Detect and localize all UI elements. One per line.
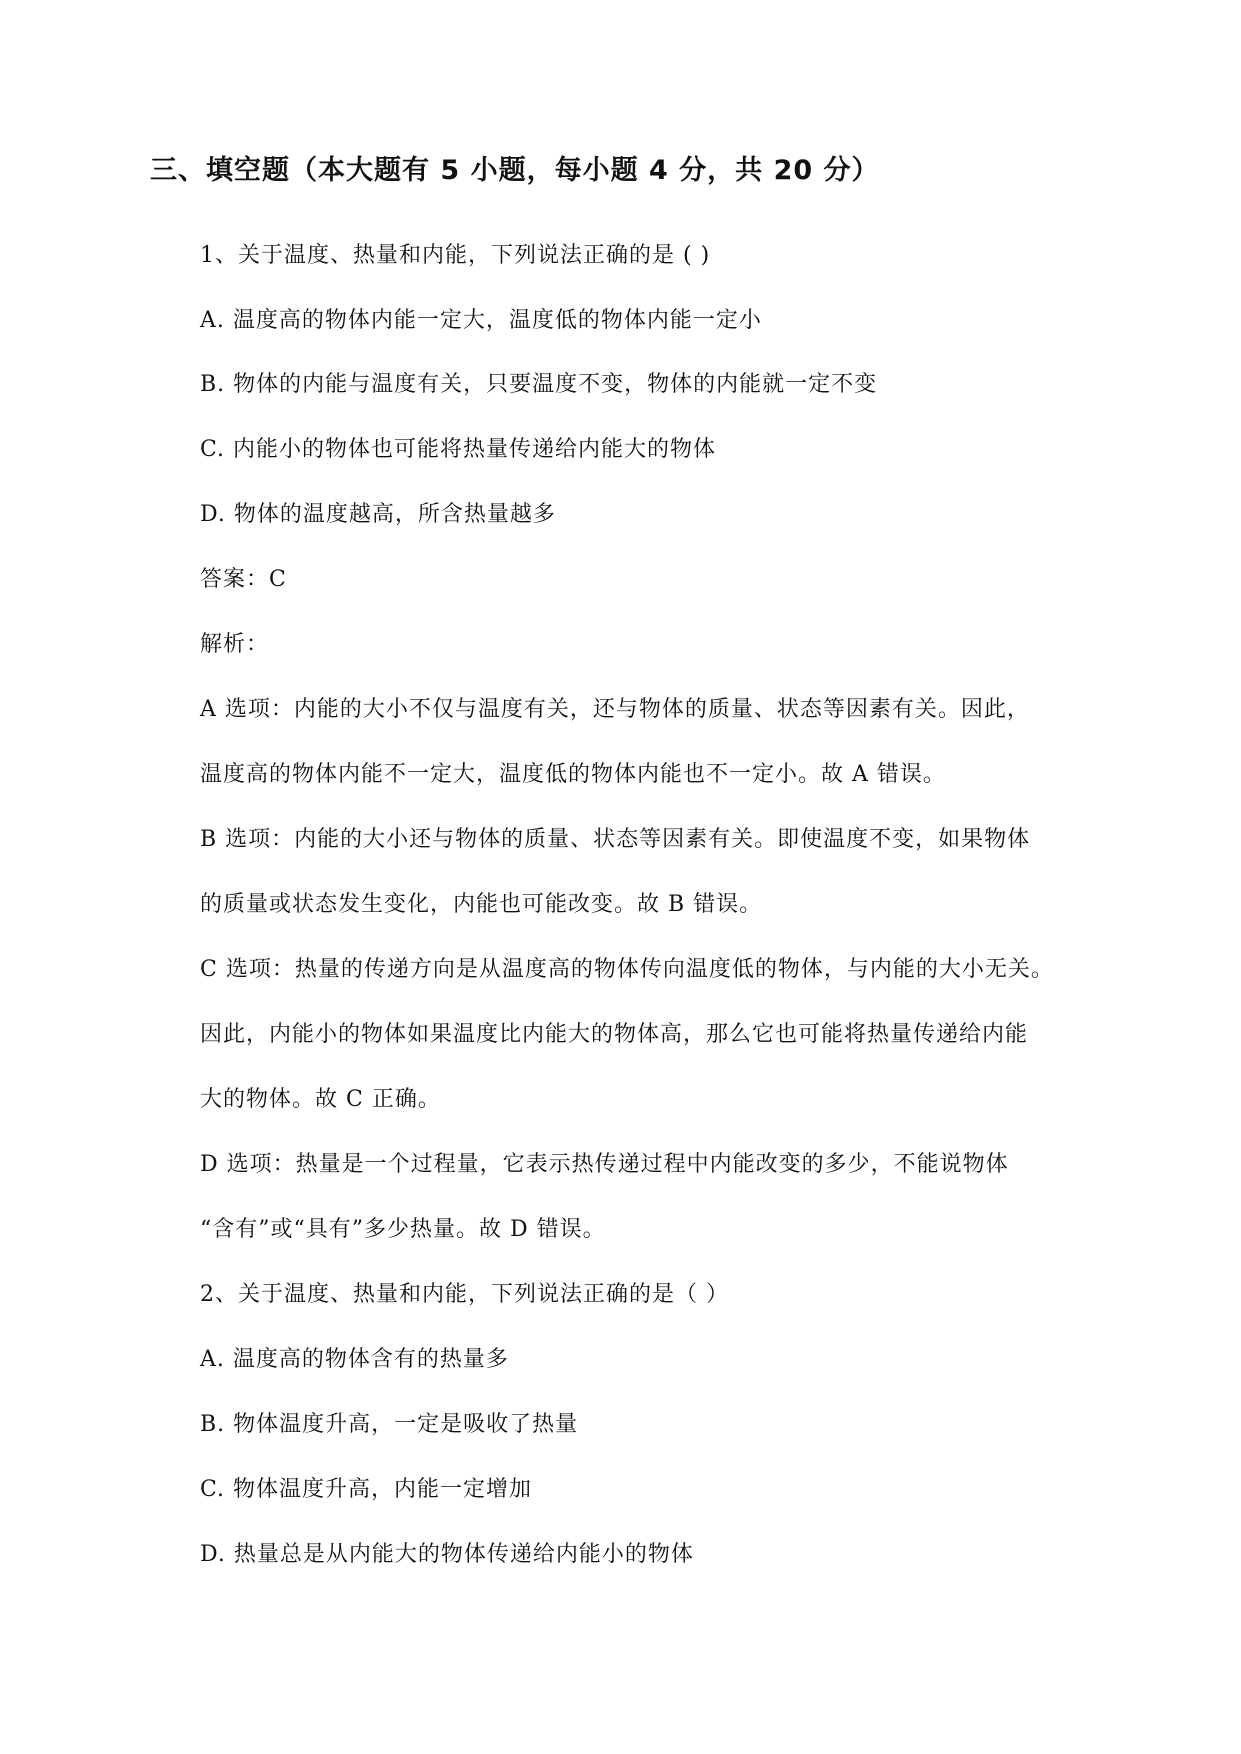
question-1-stem: 1、关于温度、热量和内能，下列说法正确的是 ( ) <box>200 243 711 268</box>
question-1-analysis-label: 解析： <box>200 632 270 657</box>
section-title: 三、填空题（本大题有 5 小题，每小题 4 分，共 20 分） <box>150 155 880 186</box>
analysis-line: 大的物体。故 C 正确。 <box>200 1087 441 1112</box>
question-1-option-b: B. 物体的内能与温度有关，只要温度不变，物体的内能就一定不变 <box>200 372 878 397</box>
analysis-line: “含有”或“具有”多少热量。故 D 错误。 <box>200 1217 606 1242</box>
analysis-line: C 选项：热量的传递方向是从温度高的物体传向温度低的物体，与内能的大小无关。 <box>200 957 1054 982</box>
question-2-option-a: A. 温度高的物体含有的热量多 <box>200 1347 509 1372</box>
analysis-line: 温度高的物体内能不一定大，温度低的物体内能也不一定小。故 A 错误。 <box>200 762 946 787</box>
analysis-line: B 选项：内能的大小还与物体的质量、状态等因素有关。即使温度不变，如果物体 <box>200 827 1031 852</box>
question-1-answer: 答案：C <box>200 567 287 592</box>
question-1-option-c: C. 内能小的物体也可能将热量传递给内能大的物体 <box>200 437 717 462</box>
question-1-option-d: D. 物体的温度越高，所含热量越多 <box>200 502 556 527</box>
question-2-option-d: D. 热量总是从内能大的物体传递给内能小的物体 <box>200 1542 694 1567</box>
question-2-stem: 2、关于温度、热量和内能，下列说法正确的是（ ） <box>200 1282 729 1307</box>
analysis-line: D 选项：热量是一个过程量，它表示热传递过程中内能改变的多少，不能说物体 <box>200 1152 1009 1177</box>
question-1-option-a: A. 温度高的物体内能一定大，温度低的物体内能一定小 <box>200 308 762 333</box>
question-2-option-c: C. 物体温度升高，内能一定增加 <box>200 1477 533 1502</box>
analysis-line: 的质量或状态发生变化，内能也可能改变。故 B 错误。 <box>200 892 763 917</box>
question-2-option-b: B. 物体温度升高，一定是吸收了热量 <box>200 1412 579 1437</box>
analysis-line: A 选项：内能的大小不仅与温度有关，还与物体的质量、状态等因素有关。因此， <box>200 697 1030 722</box>
analysis-line: 因此，内能小的物体如果温度比内能大的物体高，那么它也可能将热量传递给内能 <box>200 1022 1029 1047</box>
